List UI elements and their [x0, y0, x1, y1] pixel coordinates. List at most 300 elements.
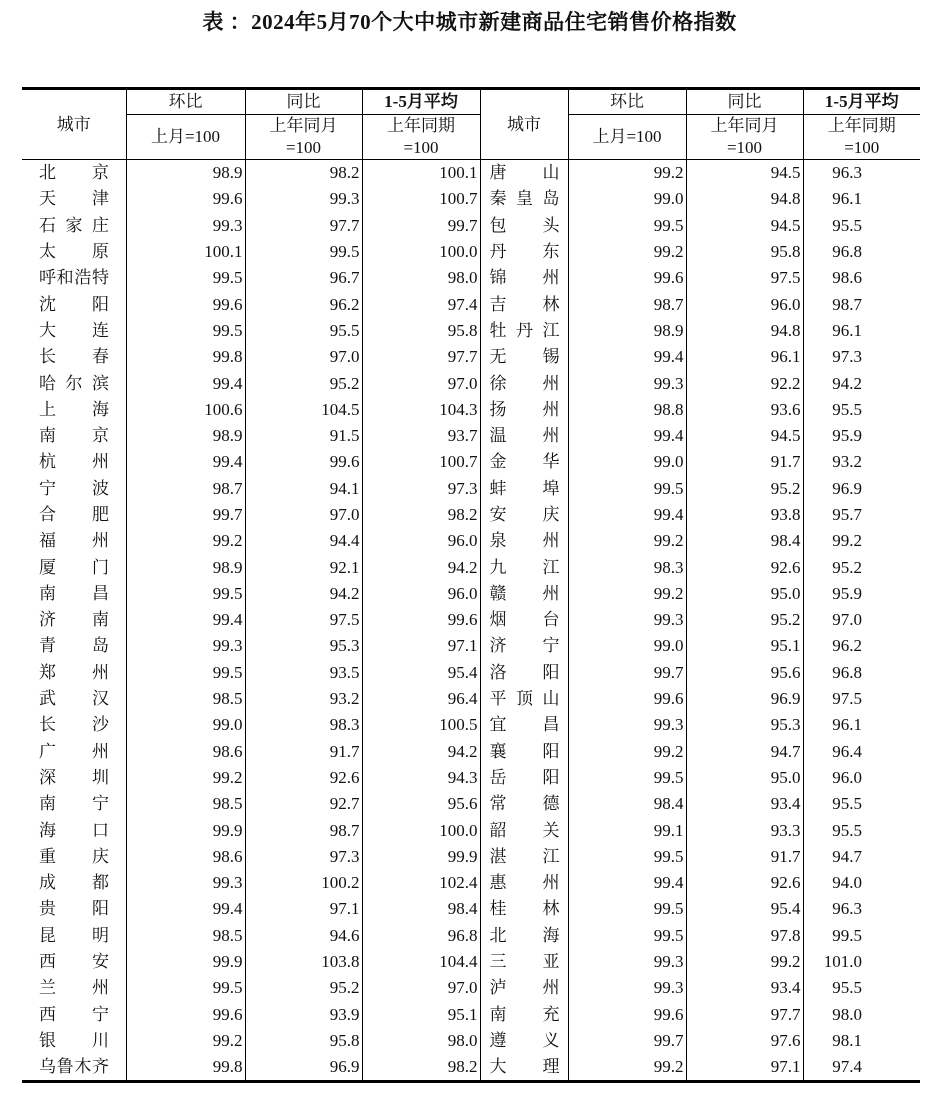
mom-value-left: 99.7: [126, 502, 245, 528]
mom-value-left: 98.9: [126, 554, 245, 580]
city-char: 州: [542, 268, 560, 288]
city-char: 州: [542, 978, 560, 998]
ytd-base-label-line1: 上年同期: [387, 116, 455, 135]
city-char: 兰: [39, 978, 56, 998]
table-row: [22, 423, 920, 449]
city-char: 阳: [542, 662, 560, 682]
yoy-group-header-right: 同比: [686, 89, 803, 115]
table-row: [22, 476, 920, 502]
ytd-avg-value-right: 97.3: [803, 344, 920, 370]
ytd-avg-value-left: 94.3: [362, 765, 480, 791]
yoy-base-label-line2: =100: [726, 138, 763, 157]
table-row: [22, 160, 920, 187]
yoy-value-left: 92.1: [245, 554, 362, 580]
mom-value-right: 99.5: [568, 844, 686, 870]
city-name-right: [480, 370, 568, 396]
ytd-avg-value-left: 99.6: [362, 607, 480, 633]
table-row: [22, 844, 920, 870]
city-char: 韶: [489, 820, 507, 840]
city-name-right: [480, 160, 568, 187]
yoy-value-left: 94.4: [245, 528, 362, 554]
table-row: [22, 633, 920, 659]
yoy-value-right: 94.5: [686, 423, 803, 449]
mom-value-left: 99.5: [126, 265, 245, 291]
ytd-avg-value-left: 104.3: [362, 397, 480, 423]
mom-value-left: 98.7: [126, 476, 245, 502]
mom-value-right: 99.5: [568, 476, 686, 502]
mom-value-left: 99.9: [126, 949, 245, 975]
city-char: 鲁: [56, 1057, 74, 1077]
city-char: 北: [489, 925, 507, 945]
city-char: 岛: [92, 636, 109, 656]
yoy-value-right: 95.3: [686, 712, 803, 738]
city-char: 丹: [489, 242, 507, 262]
mom-value-right: 99.3: [568, 712, 686, 738]
ytd-avg-value-right: 95.5: [803, 817, 920, 843]
mom-value-left: 98.9: [126, 423, 245, 449]
ytd-avg-value-left: 100.0: [362, 239, 480, 265]
city-char: 扬: [489, 399, 507, 419]
yoy-value-left: 95.5: [245, 318, 362, 344]
mom-value-left: 100.1: [126, 239, 245, 265]
city-char: 州: [92, 531, 109, 551]
yoy-base-header-right: [686, 115, 803, 160]
yoy-value-left: 91.7: [245, 739, 362, 765]
yoy-value-right: 93.3: [686, 817, 803, 843]
mom-value-right: 98.4: [568, 791, 686, 817]
city-char: 山: [542, 689, 560, 709]
mom-value-left: 99.2: [126, 1028, 245, 1054]
city-char: 州: [542, 399, 560, 419]
mom-value-right: 99.7: [568, 660, 686, 686]
mom-value-left: 99.4: [126, 896, 245, 922]
mom-value-left: 98.5: [126, 791, 245, 817]
city-name-right: [480, 213, 568, 239]
city-char: 深: [39, 767, 56, 787]
city-name-left: [22, 660, 126, 686]
city-char: 昌: [92, 583, 109, 603]
yoy-value-right: 95.2: [686, 607, 803, 633]
city-char: 厦: [39, 557, 56, 577]
city-char: 华: [542, 452, 560, 472]
city-name-right: [480, 923, 568, 949]
table-row: [22, 1054, 920, 1082]
ytd-avg-value-right: 96.1: [803, 318, 920, 344]
ytd-avg-value-left: 94.2: [362, 739, 480, 765]
city-char: 锦: [489, 268, 507, 288]
mom-value-left: 99.8: [126, 1054, 245, 1082]
ytd-avg-value-left: 97.3: [362, 476, 480, 502]
yoy-value-left: 95.2: [245, 975, 362, 1001]
city-name-left: [22, 370, 126, 396]
city-char: 成: [39, 873, 56, 893]
yoy-value-right: 94.7: [686, 739, 803, 765]
table-row: [22, 318, 920, 344]
city-char: 川: [92, 1030, 109, 1050]
mom-value-left: 99.3: [126, 213, 245, 239]
yoy-value-left: 94.6: [245, 923, 362, 949]
city-name-right: [480, 975, 568, 1001]
yoy-value-left: 99.6: [245, 449, 362, 475]
city-char: 武: [39, 689, 56, 709]
ytd-avg-value-right: 96.3: [803, 160, 920, 187]
city-char: 太: [39, 242, 56, 262]
ytd-avg-value-right: 95.5: [803, 791, 920, 817]
yoy-value-left: 92.7: [245, 791, 362, 817]
mom-value-right: 99.4: [568, 502, 686, 528]
city-name-left: [22, 1002, 126, 1028]
city-char: 亚: [542, 952, 560, 972]
mom-value-left: 99.3: [126, 633, 245, 659]
city-name-right: [480, 239, 568, 265]
city-char: 宜: [489, 715, 507, 735]
yoy-value-right: 93.8: [686, 502, 803, 528]
city-char: 阳: [542, 767, 560, 787]
ytd-avg-value-right: 95.5: [803, 397, 920, 423]
mom-value-right: 98.8: [568, 397, 686, 423]
city-char: 海: [39, 820, 56, 840]
city-char: 南: [39, 426, 56, 446]
ytd-avg-value-left: 96.0: [362, 581, 480, 607]
mom-value-right: 98.3: [568, 554, 686, 580]
city-char: 南: [39, 794, 56, 814]
mom-value-left: 99.0: [126, 712, 245, 738]
city-name-left: [22, 949, 126, 975]
city-name-left: [22, 633, 126, 659]
city-name-left: [22, 712, 126, 738]
city-char: 埠: [542, 478, 560, 498]
city-name-left: [22, 186, 126, 212]
ytd-avg-value-left: 96.4: [362, 686, 480, 712]
yoy-value-left: 97.7: [245, 213, 362, 239]
yoy-value-right: 92.6: [686, 554, 803, 580]
city-name-left: [22, 923, 126, 949]
city-char: 三: [489, 952, 507, 972]
mom-value-right: 99.6: [568, 686, 686, 712]
mom-value-left: 99.5: [126, 318, 245, 344]
city-char: 宁: [39, 478, 56, 498]
city-char: 赣: [489, 583, 507, 603]
city-char: 特: [91, 268, 109, 288]
city-char: 皇: [516, 189, 533, 209]
city-name-left: [22, 160, 126, 187]
mom-value-right: 99.7: [568, 1028, 686, 1054]
yoy-value-left: 96.2: [245, 291, 362, 317]
ytd-avg-value-left: 97.7: [362, 344, 480, 370]
yoy-value-left: 91.5: [245, 423, 362, 449]
yoy-value-left: 93.9: [245, 1002, 362, 1028]
city-char: 东: [542, 242, 560, 262]
yoy-value-right: 97.6: [686, 1028, 803, 1054]
ytd-avg-value-left: 95.8: [362, 318, 480, 344]
city-char: 济: [489, 636, 507, 656]
mom-value-left: 99.5: [126, 660, 245, 686]
mom-value-left: 99.2: [126, 765, 245, 791]
yoy-value-right: 97.1: [686, 1054, 803, 1082]
ytd-avg-value-left: 95.6: [362, 791, 480, 817]
ytd-avg-value-right: 95.9: [803, 423, 920, 449]
ytd-avg-value-right: 96.4: [803, 739, 920, 765]
city-char: 义: [542, 1030, 560, 1050]
city-char: 台: [542, 610, 560, 630]
mom-value-left: 99.6: [126, 186, 245, 212]
yoy-value-right: 97.8: [686, 923, 803, 949]
city-char: 长: [39, 715, 56, 735]
yoy-value-right: 94.5: [686, 213, 803, 239]
mom-value-right: 99.5: [568, 896, 686, 922]
city-char: 惠: [489, 873, 507, 893]
table-row: [22, 686, 920, 712]
city-char: 平: [489, 689, 507, 709]
table-row: [22, 660, 920, 686]
ytd-avg-value-right: 95.5: [803, 975, 920, 1001]
city-char: 泉: [489, 531, 507, 551]
city-char: 口: [92, 820, 109, 840]
city-column-header-left: 城市: [22, 89, 126, 160]
city-char: 岳: [489, 767, 507, 787]
mom-base-label: 上月=100: [592, 127, 662, 146]
ytd-base-header-left: [362, 115, 480, 160]
city-name-right: [480, 291, 568, 317]
city-char: 金: [489, 452, 507, 472]
mom-base-header-left: [126, 115, 245, 160]
city-char: 昌: [542, 715, 560, 735]
mom-group-header-left: 环比: [126, 89, 245, 115]
yoy-value-right: 96.1: [686, 344, 803, 370]
city-char: 大: [489, 1057, 507, 1077]
city-char: 齐: [91, 1057, 109, 1077]
city-name-left: [22, 581, 126, 607]
table-row: [22, 1002, 920, 1028]
ytd-avg-value-right: 93.2: [803, 449, 920, 475]
city-name-right: [480, 423, 568, 449]
ytd-avg-value-left: 98.0: [362, 265, 480, 291]
city-char: 滨: [92, 373, 109, 393]
mom-value-right: 99.2: [568, 160, 686, 187]
mom-value-right: 99.6: [568, 265, 686, 291]
city-char: 沙: [92, 715, 109, 735]
ytd-avg-value-right: 95.7: [803, 502, 920, 528]
yoy-value-left: 94.1: [245, 476, 362, 502]
yoy-value-left: 95.2: [245, 370, 362, 396]
city-char: 沈: [39, 294, 56, 314]
table-row: [22, 607, 920, 633]
city-name-left: [22, 607, 126, 633]
ytd-avg-value-right: 96.8: [803, 239, 920, 265]
yoy-value-left: 98.7: [245, 817, 362, 843]
yoy-value-right: 93.6: [686, 397, 803, 423]
city-char: 洛: [489, 662, 507, 682]
yoy-value-right: 92.2: [686, 370, 803, 396]
yoy-value-right: 91.7: [686, 844, 803, 870]
ytd-avg-group-header-left: 1-5月平均: [362, 89, 480, 115]
ytd-avg-value-right: 98.7: [803, 291, 920, 317]
city-char: 唐: [489, 163, 507, 183]
yoy-value-left: 92.6: [245, 765, 362, 791]
mom-value-right: 99.2: [568, 739, 686, 765]
ytd-avg-value-left: 96.0: [362, 528, 480, 554]
yoy-value-left: 97.5: [245, 607, 362, 633]
city-char: 木: [74, 1057, 92, 1077]
yoy-value-right: 95.4: [686, 896, 803, 922]
city-name-left: [22, 896, 126, 922]
ytd-avg-value-left: 100.7: [362, 449, 480, 475]
mom-value-left: 98.6: [126, 739, 245, 765]
yoy-value-right: 95.0: [686, 765, 803, 791]
ytd-avg-value-right: 95.9: [803, 581, 920, 607]
city-char: 庄: [92, 215, 109, 235]
mom-group-header-right: 环比: [568, 89, 686, 115]
yoy-value-left: 97.1: [245, 896, 362, 922]
table-row: [22, 397, 920, 423]
yoy-value-right: 95.0: [686, 581, 803, 607]
table-row: [22, 344, 920, 370]
city-char: 春: [92, 347, 109, 367]
city-name-right: [480, 712, 568, 738]
ytd-avg-value-left: 96.8: [362, 923, 480, 949]
table-row: [22, 817, 920, 843]
city-name-right: [480, 344, 568, 370]
city-char: 上: [39, 399, 56, 419]
city-char: 岛: [542, 189, 560, 209]
mom-value-right: 99.1: [568, 817, 686, 843]
city-char: 州: [92, 978, 109, 998]
city-name-right: [480, 1028, 568, 1054]
city-char: 州: [542, 583, 560, 603]
city-char: 州: [542, 873, 560, 893]
yoy-value-left: 97.0: [245, 344, 362, 370]
mom-value-left: 100.6: [126, 397, 245, 423]
yoy-base-label-line1: 上年同月: [269, 116, 338, 135]
city-char: 包: [489, 215, 507, 235]
city-char: 州: [542, 373, 560, 393]
city-char: 合: [39, 505, 56, 524]
mom-value-right: 99.4: [568, 423, 686, 449]
yoy-value-left: 95.3: [245, 633, 362, 659]
mom-value-right: 99.0: [568, 449, 686, 475]
ytd-avg-value-left: 95.1: [362, 1002, 480, 1028]
ytd-avg-value-left: 98.4: [362, 896, 480, 922]
table-row: [22, 554, 920, 580]
city-char: 烟: [489, 610, 507, 630]
header-row-base: [22, 115, 920, 160]
city-char: 宁: [92, 794, 109, 814]
mom-value-right: 99.5: [568, 923, 686, 949]
city-name-right: [480, 896, 568, 922]
mom-value-right: 98.7: [568, 291, 686, 317]
city-char: 温: [489, 426, 507, 446]
city-char: 津: [92, 189, 109, 209]
mom-value-right: 99.4: [568, 344, 686, 370]
city-name-right: [480, 844, 568, 870]
city-char: 天: [39, 189, 56, 209]
city-name-left: [22, 739, 126, 765]
city-char: 连: [92, 320, 109, 340]
mom-base-label: 上月=100: [150, 127, 221, 146]
yoy-value-right: 97.7: [686, 1002, 803, 1028]
city-char: 南: [39, 583, 56, 603]
city-name-left: [22, 449, 126, 475]
mom-value-right: 99.6: [568, 1002, 686, 1028]
city-char: 长: [39, 347, 56, 367]
ytd-avg-value-right: 96.0: [803, 765, 920, 791]
table-row: [22, 949, 920, 975]
yoy-value-right: 99.2: [686, 949, 803, 975]
city-char: 庆: [92, 846, 109, 866]
city-char: 充: [542, 1004, 560, 1024]
mom-value-left: 99.3: [126, 870, 245, 896]
mom-value-right: 99.3: [568, 949, 686, 975]
city-char: 江: [542, 557, 560, 577]
ytd-avg-value-right: 96.2: [803, 633, 920, 659]
ytd-avg-value-right: 97.0: [803, 607, 920, 633]
ytd-avg-value-right: 98.6: [803, 265, 920, 291]
city-char: 遵: [489, 1030, 507, 1050]
yoy-value-left: 97.0: [245, 502, 362, 528]
ytd-avg-value-left: 100.1: [362, 160, 480, 187]
city-name-right: [480, 397, 568, 423]
ytd-avg-value-right: 99.5: [803, 923, 920, 949]
ytd-avg-value-right: 98.1: [803, 1028, 920, 1054]
city-char: 海: [542, 925, 560, 945]
yoy-value-left: 99.5: [245, 239, 362, 265]
ytd-avg-value-right: 94.7: [803, 844, 920, 870]
ytd-avg-value-left: 98.0: [362, 1028, 480, 1054]
table-row: [22, 739, 920, 765]
mom-value-left: 98.9: [126, 160, 245, 187]
yoy-base-label-line2: =100: [285, 138, 322, 157]
city-name-right: [480, 186, 568, 212]
yoy-value-right: 96.9: [686, 686, 803, 712]
header-row-groups: [22, 89, 920, 115]
city-char: 秦: [489, 189, 507, 209]
city-name-right: [480, 581, 568, 607]
city-name-right: [480, 528, 568, 554]
table-row: [22, 265, 920, 291]
city-char: 州: [92, 452, 109, 472]
city-char: 青: [39, 636, 56, 656]
mom-value-left: 99.4: [126, 449, 245, 475]
mom-value-left: 99.8: [126, 344, 245, 370]
yoy-value-left: 104.5: [245, 397, 362, 423]
city-name-left: [22, 318, 126, 344]
city-char: 阳: [92, 294, 109, 314]
city-char: 西: [39, 952, 56, 972]
city-char: 锡: [542, 347, 560, 367]
city-name-left: [22, 817, 126, 843]
city-name-right: [480, 265, 568, 291]
price-index-table: [22, 87, 920, 1083]
city-char: 广: [39, 741, 56, 761]
yoy-value-left: 98.2: [245, 160, 362, 187]
mom-value-left: 99.6: [126, 1002, 245, 1028]
city-name-left: [22, 528, 126, 554]
mom-value-right: 99.3: [568, 370, 686, 396]
ytd-avg-value-left: 95.4: [362, 660, 480, 686]
table-title: 表 ：2024年5月70个大中城市新建商品住宅销售价格指数: [202, 10, 737, 34]
city-char: 江: [542, 846, 560, 866]
city-name-right: [480, 607, 568, 633]
city-char: 大: [39, 320, 56, 340]
city-char: 圳: [92, 767, 109, 787]
city-name-right: [480, 791, 568, 817]
table-row: [22, 528, 920, 554]
ytd-avg-value-left: 98.2: [362, 1054, 480, 1082]
city-char: 京: [92, 426, 109, 446]
ytd-avg-value-right: 101.0: [803, 949, 920, 975]
yoy-value-right: 91.7: [686, 449, 803, 475]
city-name-right: [480, 476, 568, 502]
